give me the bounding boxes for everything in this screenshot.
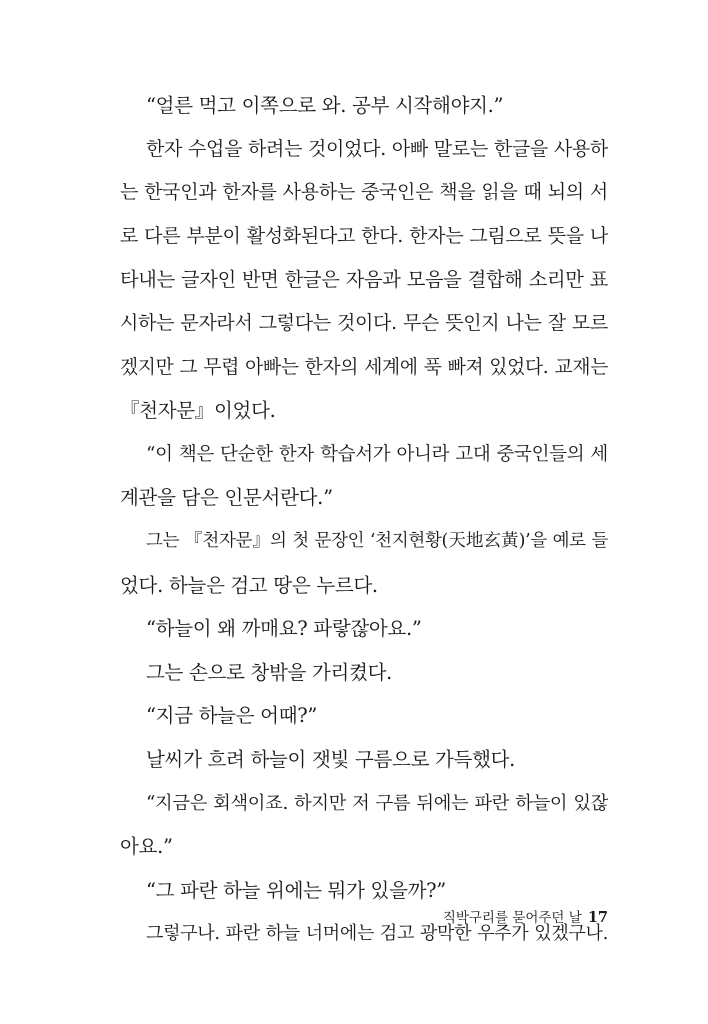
body-text <box>120 84 608 956</box>
text-line: 아요.” <box>120 835 173 859</box>
text-line: “그 파란 하늘 위에는 뭐가 있을까?” <box>146 878 446 902</box>
text-line: 그렇구나. 파란 하늘 너머에는 검고 광막한 우주가 있겠구나. <box>146 923 608 945</box>
text-line: “지금 하늘은 어때?” <box>146 704 318 728</box>
text-line: 시하는 문자라서 그렇다는 것이다. 무슨 뜻인지 나는 잘 모르 <box>120 311 608 334</box>
text-line: 었다. 하늘은 검고 땅은 누르다. <box>120 573 378 597</box>
page-number: 17 <box>587 909 608 926</box>
text-line: 그는 『천자문』의 첫 문장인 ‘천지현황(天地玄黃)’을 예로 들 <box>146 530 608 551</box>
text-line: 한자 수업을 하려는 것이었다. 아빠 말로는 한글을 사용하 <box>146 137 608 160</box>
text-line: 겠지만 그 무렵 아빠는 한자의 세계에 푹 빠져 있었다. 교재는 <box>120 356 608 378</box>
running-title: 직박구리를 묻어주던 날 <box>442 910 582 926</box>
text-line: 그는 손으로 창밖을 가리켰다. <box>146 660 393 684</box>
text-line: “이 책은 단순한 한자 학습서가 아니라 고대 중국인들의 세 <box>146 443 608 465</box>
text-line: 『천자문』이었다. <box>120 399 276 423</box>
page-footer <box>443 908 608 928</box>
text-line: 계관을 담은 인문서란다.” <box>120 486 333 510</box>
text-line: “지금은 회색이죠. 하지만 저 구름 뒤에는 파란 하늘이 있잖 <box>146 792 608 814</box>
text-line: 타내는 글자인 반면 한글은 자음과 모음을 결합해 소리만 표 <box>120 268 608 292</box>
text-line: 로 다른 부분이 활성화된다고 한다. 한자는 그림으로 뜻을 나 <box>120 224 608 247</box>
text-line: “하늘이 왜 까매요? 파랗잖아요.” <box>146 617 422 641</box>
text-line: “얼른 먹고 이쪽으로 와. 공부 시작해야지.” <box>146 94 504 117</box>
text-line: 날씨가 흐려 하늘이 잿빛 구름으로 가득했다. <box>146 747 516 771</box>
text-line: 는 한국인과 한자를 사용하는 중국인은 책을 읽을 때 뇌의 서 <box>120 181 608 204</box>
